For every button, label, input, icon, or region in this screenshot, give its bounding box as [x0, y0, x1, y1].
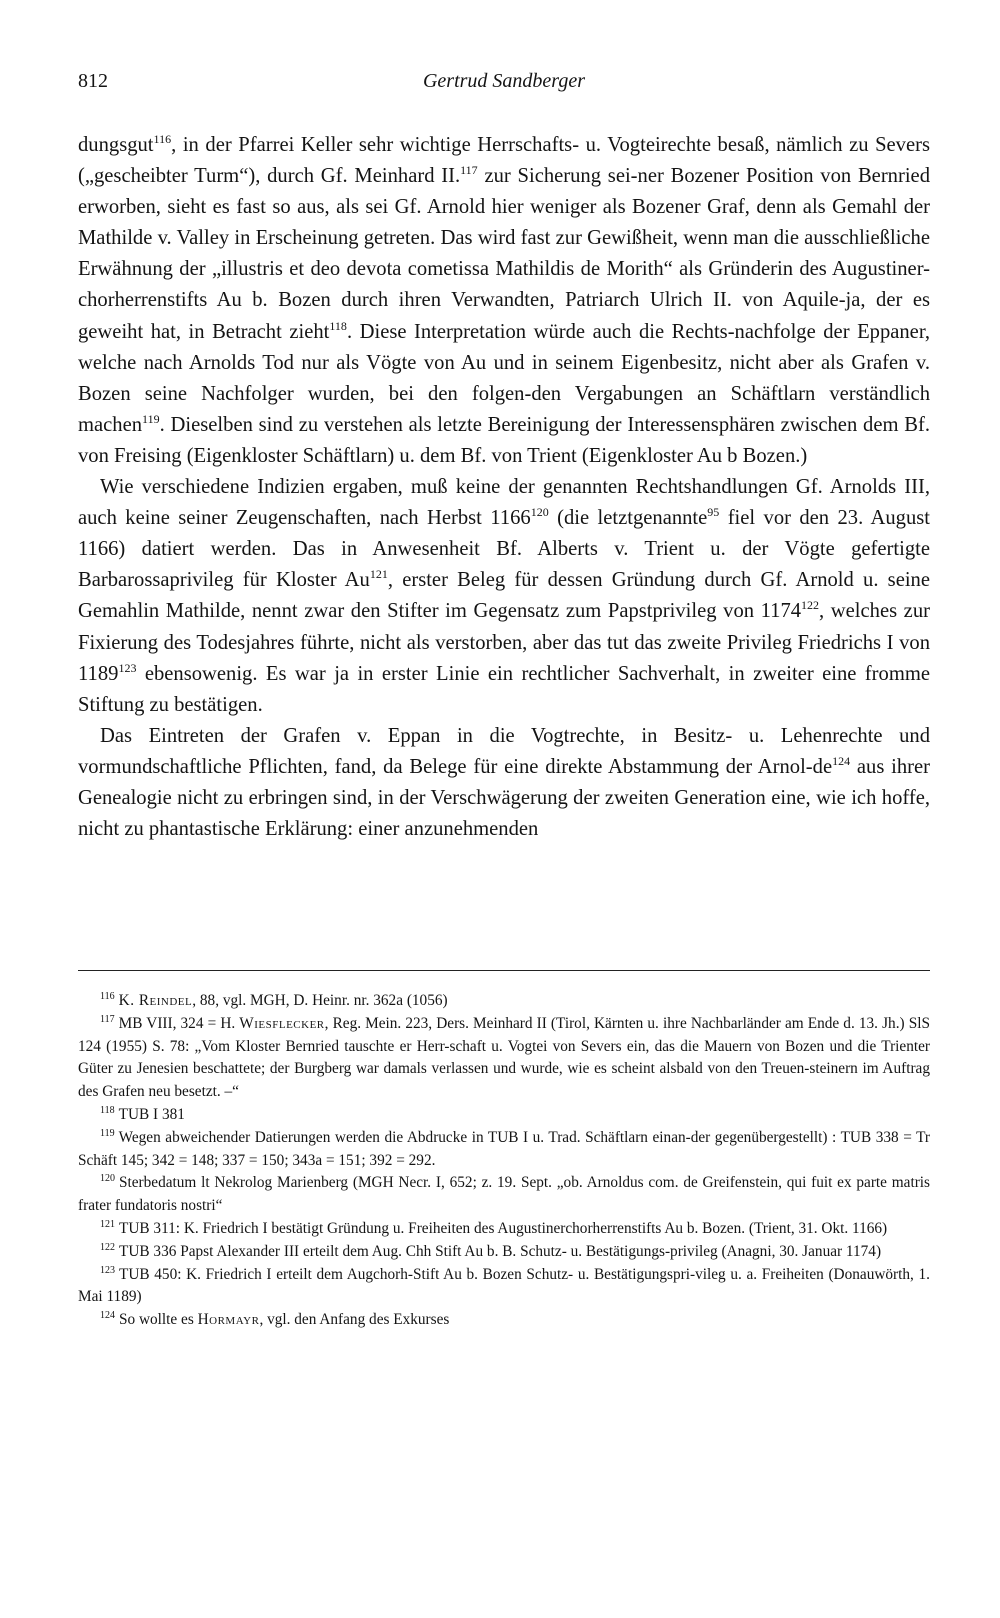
footnote-author: Wiesflecker	[239, 1014, 325, 1032]
footnote-number: 116	[100, 991, 115, 1002]
text-run: , welches zur Fixierung des Todesjahres führte, nicht als verstorben, aber das tut das zweite Privileg Friedrichs I von 1189	[78, 600, 930, 685]
footnote-121	[78, 1218, 930, 1241]
footnote-number: 123	[100, 1264, 115, 1276]
page-number: 812	[78, 70, 108, 92]
footnote-ref: 117	[460, 163, 478, 178]
footnote-number: 122	[100, 1241, 115, 1253]
text-run: , erster Beleg für dessen Gründung durch Gf. Arnold u. seine Gemahlin Mathilde, nennt zwar den Stifter im Gegensatz zum Papstprivileg von 1174	[78, 569, 930, 623]
footnote-ref: 120	[530, 505, 549, 520]
footnote-number: 117	[100, 1013, 115, 1025]
paragraph-3	[78, 721, 930, 845]
main-text	[78, 130, 930, 845]
text-run: zur Sicherung sei-ner Bozener Position von Bernried erworben, sieht es fast so aus, als sei Gf. Arnold hier weniger als Bozener Graf, denn als Gemahl der Mathilde v. Valley in Erscheinung getreten. Das wird fast zur Gewißheit, wenn man die ausschließliche Erwähnung der „illustris et deo devota cometissa Mathildis de Morith“ als Gründerin des Augustiner-chorherrenstifts Au b. Bozen durch ihren Verwandten, Patriarch Ulrich II. von Aquile-ja, der es geweiht hat, in Betracht zieht	[78, 165, 930, 343]
text-run: Wie verschiedene Indizien ergaben, muß keine der genannten Rechtshandlungen Gf. Arnolds III, auch keine seiner Zeugenschaften, nach Herbst 1166	[78, 476, 930, 530]
footnote-text: MB VIII, 324 = H.	[118, 1014, 240, 1032]
footnote-text: Sterbedatum lt Nekrolog Marienberg (MGH Necr. I, 652; z. 19. Sept. „ob. Arnoldus com. de Greifenstein, qui fuit ex parte matris frater fundatoris nostri“	[78, 1174, 930, 1215]
footnote-number: 120	[100, 1173, 115, 1185]
running-title: Gertrud Sandberger	[422, 70, 586, 92]
footnote-123	[78, 1264, 930, 1310]
footnote-number: 119	[100, 1127, 115, 1139]
footnote-number: 121	[100, 1218, 115, 1230]
footnotes	[78, 990, 930, 1332]
footnote-text: TUB 450: K. Friedrich I erteilt dem Augchorh-Stift Au b. Bozen Schutz- u. Bestätigungspri-vileg u. a. Freiheiten (Donauwörth, 1. Mai 1189)	[78, 1265, 930, 1306]
footnote-119	[78, 1127, 930, 1173]
footnote-author: Hormayr	[197, 1311, 260, 1329]
text-run: (die letztgenannte	[548, 507, 708, 530]
footnote-author: K. Reindel	[118, 992, 193, 1009]
footnote-text: , 88, vgl. MGH, D. Heinr. nr. 362a (1056)	[192, 992, 448, 1009]
footnote-text: TUB 311: K. Friedrich I bestätigt Gründung u. Freiheiten des Augustinerchorherrenstifts Au b. Bozen. (Trient, 31. Okt. 1166)	[119, 1219, 888, 1237]
footnote-ref: 95	[707, 505, 720, 520]
footnote-text: Wegen abweichender Datierungen werden die Abdrucke in TUB I u. Trad. Schäftlarn einan-der gegenübergestellt) : TUB 338 = Tr Schäft 145; 342 = 148; 337 = 150; 343a = 151; 392 = 292.	[78, 1128, 930, 1169]
text-run: Das Eintreten der Grafen v. Eppan in die Vogtrechte, in Besitz- u. Lehenrechte und vormundschaftliche Pflichten, fand, da Belege für eine direkte Abstammung der Arnol-de	[78, 724, 930, 778]
text-run: ebensowenig. Es war ja in erster Linie ein rechtlicher Sachverhalt, in zweiter eine fromme Stiftung zu bestätigen.	[78, 662, 930, 716]
paragraph-2	[78, 472, 930, 721]
footnote-number: 118	[100, 1104, 115, 1116]
text-run: . Diese Interpretation würde auch die Rechts-nachfolge der Eppaner, welche nach Arnolds Tod nur als Vögte von Au und in seinem Eigenbesitz, nicht aber als Grafen v. Bozen seine Nachfolger wurden, bei den folgen-den Vergabungen an Schäftlarn verständlich machen	[78, 320, 931, 436]
footnote-124	[78, 1309, 930, 1332]
footnote-ref: 124	[832, 753, 851, 768]
text-run: dungsgut	[78, 134, 154, 156]
footnote-ref: 118	[329, 318, 347, 333]
footnote-text: So wollte es	[119, 1311, 198, 1329]
paragraph-1	[78, 130, 930, 472]
page-header	[78, 70, 930, 100]
footnote-separator	[78, 970, 930, 971]
footnote-ref: 123	[118, 660, 137, 675]
footnote-text: TUB 336 Papst Alexander III erteilt dem Aug. Chh Stift Au b. B. Schutz- u. Bestätigungs-privileg (Anagni, 30. Januar 1174)	[119, 1242, 882, 1260]
footnote-ref: 122	[801, 598, 820, 613]
footnote-118	[78, 1104, 930, 1127]
text-run: . Dieselben sind zu verstehen als letzte Bereinigung der Interessensphären zwischen dem Bf. von Freising (Eigenkloster Schäftlarn) u. dem Bf. von Trient (Eigenkloster Au b Bozen.)	[78, 413, 930, 467]
footnote-ref: 121	[369, 567, 388, 582]
footnote-122	[78, 1241, 930, 1264]
footnote-text: , Reg. Mein. 223, Ders. Meinhard II (Tirol, Kärnten u. ihre Nachbarländer am Ende d. 13. Jh.) SlS 124 (1955) S. 78: „Vom Kloster Bernried tauschte er Herr-schaft u. Vogtei von Severs ein, das die Mauern von Bozen und die Trienter Güter zu Jenesien beschattete; der Burgberg war damals verlassen und wurde, wie es scheint alsbald von den Treuen-steinern im Auftrag des Grafen neu besetzt. –“	[78, 1014, 930, 1101]
text-run: , in der Pfarrei Keller sehr wichtige Herrschafts- u. Vogteirechte besaß, nämlich zu Severs („gescheibter Turm“), durch Gf. Meinhard II.	[78, 134, 930, 188]
footnote-text: , vgl. den Anfang des Exkurses	[259, 1311, 450, 1329]
text-run: aus ihrer Genealogie nicht zu erbringen sind, in der Verschwägerung der zweiten Generation eine, wie ich hoffe, nicht zu phantastische Erklärung: einer anzunehmenden	[78, 755, 931, 841]
footnote-ref: 119	[142, 411, 160, 426]
footnote-number: 124	[100, 1310, 115, 1322]
footnote-116	[78, 990, 930, 1013]
text-run: fiel vor den 23. August 1166) datiert werden. Das in Anwesenheit Bf. Alberts v. Trient u. der Vögte gefertigte Barbarossaprivileg für Kloster Au	[78, 507, 930, 592]
footnote-ref: 116	[153, 132, 172, 146]
footnote-text: TUB I 381	[118, 1105, 185, 1123]
footnote-117	[78, 1013, 930, 1104]
footnote-120	[78, 1172, 930, 1218]
